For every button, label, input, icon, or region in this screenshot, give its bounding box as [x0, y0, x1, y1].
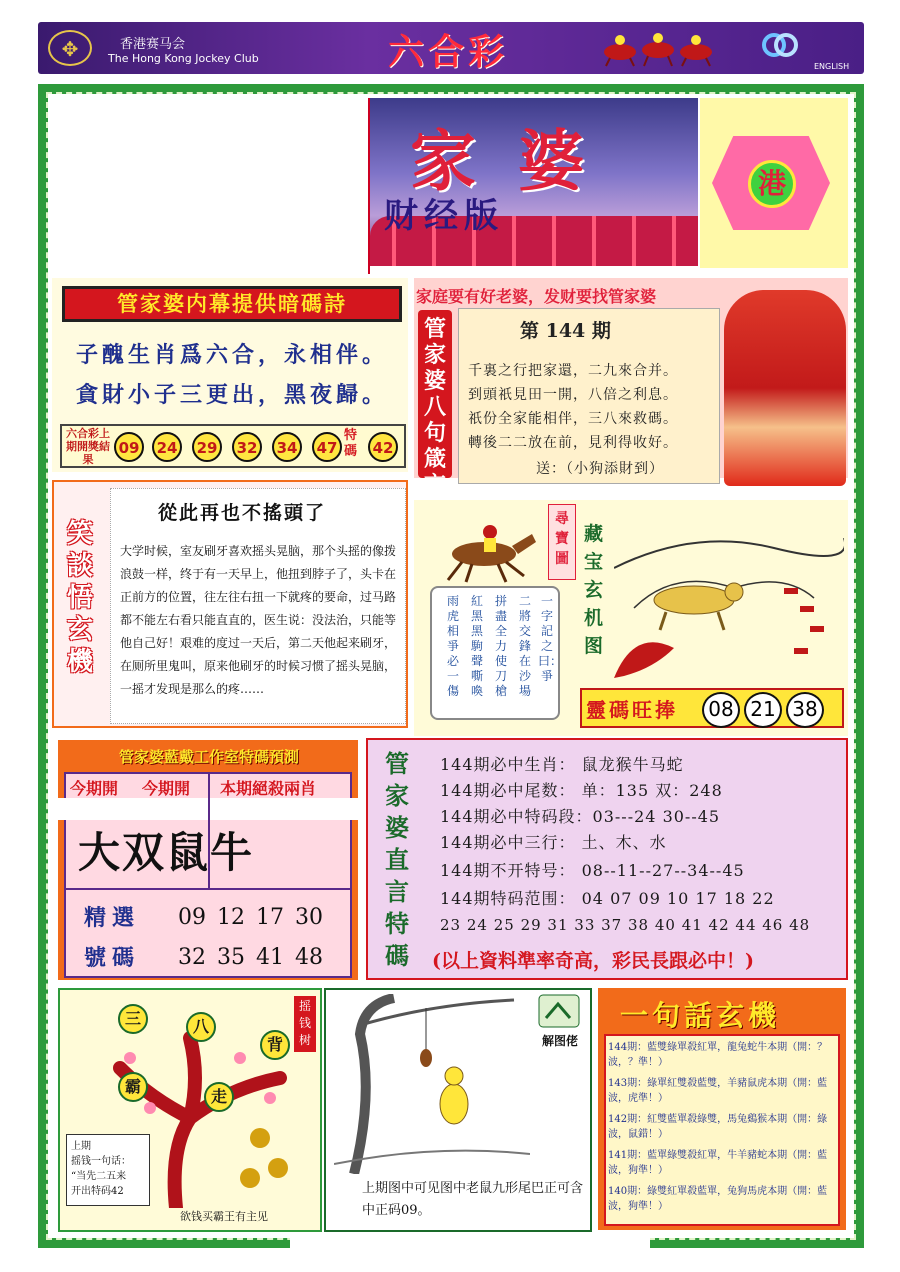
org-name-cn: 香港赛马会	[120, 37, 186, 52]
leopard-landscape-icon	[614, 508, 844, 684]
blank-strip	[54, 798, 384, 820]
poem-title: 管家婆内幕提供暗碼詩	[62, 286, 402, 322]
direct-line: 144期必中生肖： 鼠龙猴牛马蛇	[440, 755, 684, 774]
result-ball: 24	[152, 432, 182, 462]
money-tree-tag: 摇钱树	[294, 996, 316, 1052]
scroll-column: 二將交鋒在沙場	[518, 594, 531, 698]
verses-header: 家庭要有好老婆，发财要找管家婆	[416, 287, 657, 306]
tree-note-line: “当先二五来	[71, 1171, 127, 1182]
one-line-entry: 144期：藍雙綠單殺紅單，龍兔蛇牛本期（開：？波，？準！）	[608, 1042, 828, 1068]
studio-header: 今期開	[142, 779, 191, 798]
tree-note-line: 摇钱一句话：	[71, 1156, 131, 1167]
joke-title: 從此再也不搖頭了	[158, 502, 327, 524]
result-ball: 29	[192, 432, 222, 462]
tree-node: 霸	[118, 1072, 148, 1102]
scroll-column: 拼盡全力使刀槍	[494, 594, 507, 698]
direct-line: 23 24 25 29 31 33 37 38 40 41 42 44 46 48	[440, 916, 811, 934]
poem-line: 貪財小子三更出，黑夜歸。	[76, 382, 389, 408]
lucky-label: 靈碼旺捧	[586, 698, 678, 722]
direct-line: 144期不开特号： 08--11--27--34--45	[440, 861, 745, 880]
poem-line: 子醜生肖爲六合，永相伴。	[76, 342, 389, 368]
tree-note	[66, 1134, 150, 1206]
studio-header: 本期絕殺兩肖	[220, 779, 317, 798]
issue-number: 第 144 期	[520, 320, 611, 342]
riddle-tag: 解图佬	[541, 1034, 578, 1048]
verse-line: 轉後二二放在前，見利得收好。	[468, 435, 678, 451]
blank-footer	[290, 1232, 650, 1252]
studio-title: 管家婆藍戴工作室特碼預測	[118, 748, 299, 766]
studio-header: 今期開	[70, 779, 119, 798]
tree-node: 三	[118, 1004, 148, 1034]
one-line-entry: 141期：藍單綠雙殺紅單，牛羊豬蛇本期（開：藍波，狗準！）	[608, 1150, 828, 1176]
direct-line: 144期必中特码段：03---24 30--45	[440, 807, 721, 826]
special-label: 特碼	[344, 428, 358, 459]
tree-note-line: 开出特码42	[71, 1186, 124, 1197]
joke-side-title: 笑談悟玄機	[66, 519, 93, 677]
selected-label: 精選號碼	[84, 905, 141, 971]
racehorses-icon	[600, 26, 720, 68]
one-line-entry: 143期：綠單紅雙殺藍雙，羊豬鼠虎本期（開：藍波，虎準！）	[608, 1078, 828, 1104]
hkjc-logo-icon[interactable]: ✥	[48, 30, 92, 66]
tree-footer: 欲钱买霸王有主见	[180, 1210, 268, 1223]
riddle-picture-icon	[334, 994, 530, 1174]
blank-panel	[52, 98, 370, 274]
verse-line: 到頭祇見田一開，八倍之利息。	[468, 387, 678, 403]
verse-line: 祇份全家能相伴，三八來救碼。	[468, 411, 678, 427]
joke-text: 大学时候，室友刷牙喜欢摇头晃脑，那个头摇的像拨浪鼓一样，终于有一天早上，他扭到脖子了，头卡在正前方的位置，往左往右扭一下就疼的要命，过马路都不能左右看只能直直的，医生说：没法治，只能等他自己好！艰难的度过一天后，第二天他起来刷牙，在厕所里鬼叫，原来他刷牙的时候习惯了摇头晃脑，一摇才发现是那么的疼……	[120, 544, 397, 696]
riddle-text: 上期图中可见图中老鼠九形尾巴正可含中正码09。	[362, 1181, 584, 1218]
brand-rings-icon	[760, 30, 800, 60]
result-ball: 09	[114, 432, 144, 462]
bride-image	[724, 290, 846, 486]
studio-picks: 大双鼠牛	[78, 828, 255, 877]
lucky-ball: 08	[702, 692, 740, 728]
result-ball: 32	[232, 432, 262, 462]
lottery-name: 六合彩	[388, 31, 509, 73]
special-ball: 42	[368, 432, 398, 462]
selected-numbers: 09 12 17 30 32 35 41 48	[178, 905, 323, 970]
english-link[interactable]: ENGLISH	[814, 62, 850, 71]
direct-footer: (以上資料準率奇高，彩民長跟必中！)	[432, 950, 754, 972]
verses-side-title: 管家婆八句箴言	[418, 310, 452, 478]
lucky-balls	[702, 692, 828, 728]
one-line-entry: 142期：紅雙藍單殺綠雙，馬兔鷄猴本期（開：綠波，鼠錯！）	[608, 1114, 828, 1140]
riddle-solver-icon	[538, 994, 580, 1028]
treasure-tag: 尋寶圖	[548, 504, 576, 580]
lantern-character: 港	[748, 160, 796, 208]
treasure-map-title: 藏宝玄机图	[584, 523, 604, 657]
tree-node: 背	[260, 1030, 290, 1060]
grid-divider	[64, 888, 352, 890]
scroll-column: 雨虎相爭必一傷	[446, 594, 459, 698]
direct-side-title: 管家婆直言特碼	[385, 749, 409, 970]
org-name-en: The Hong Kong Jockey Club	[108, 52, 259, 65]
masthead-title: 家婆	[410, 122, 626, 200]
result-ball: 34	[272, 432, 302, 462]
tree-node: 八	[186, 1012, 216, 1042]
verse-line: 千裏之行把家還，二九來合并。	[468, 363, 678, 379]
scroll-column: 紅黑黑駒聲嘶喚	[470, 594, 483, 698]
last-results-label: 六合彩上期開獎結果	[66, 427, 110, 466]
one-line-title: 一句話玄機	[620, 999, 781, 1032]
masthead-subtitle: 财经版	[384, 196, 504, 236]
one-line-entry: 140期：綠雙紅單殺藍單，兔狗馬虎本期（開：藍波，狗準！）	[608, 1186, 828, 1212]
scroll-column: 一字記之曰：爭	[538, 594, 563, 683]
direct-line: 144期必中尾数： 单：135 双：248	[440, 781, 723, 800]
lucky-ball: 21	[744, 692, 782, 728]
result-ball: 47	[312, 432, 342, 462]
lucky-ball: 38	[786, 692, 824, 728]
tree-note-line: 上期	[71, 1141, 91, 1152]
verse-signature: 送：（小狗添財到）	[536, 461, 664, 477]
direct-line: 144期特码范围： 04 07 09 10 17 18 22	[440, 889, 775, 908]
jockey-horse-icon	[432, 516, 542, 584]
direct-line: 144期必中三行： 土、木、水	[440, 833, 667, 852]
tree-node: 走	[204, 1082, 234, 1112]
